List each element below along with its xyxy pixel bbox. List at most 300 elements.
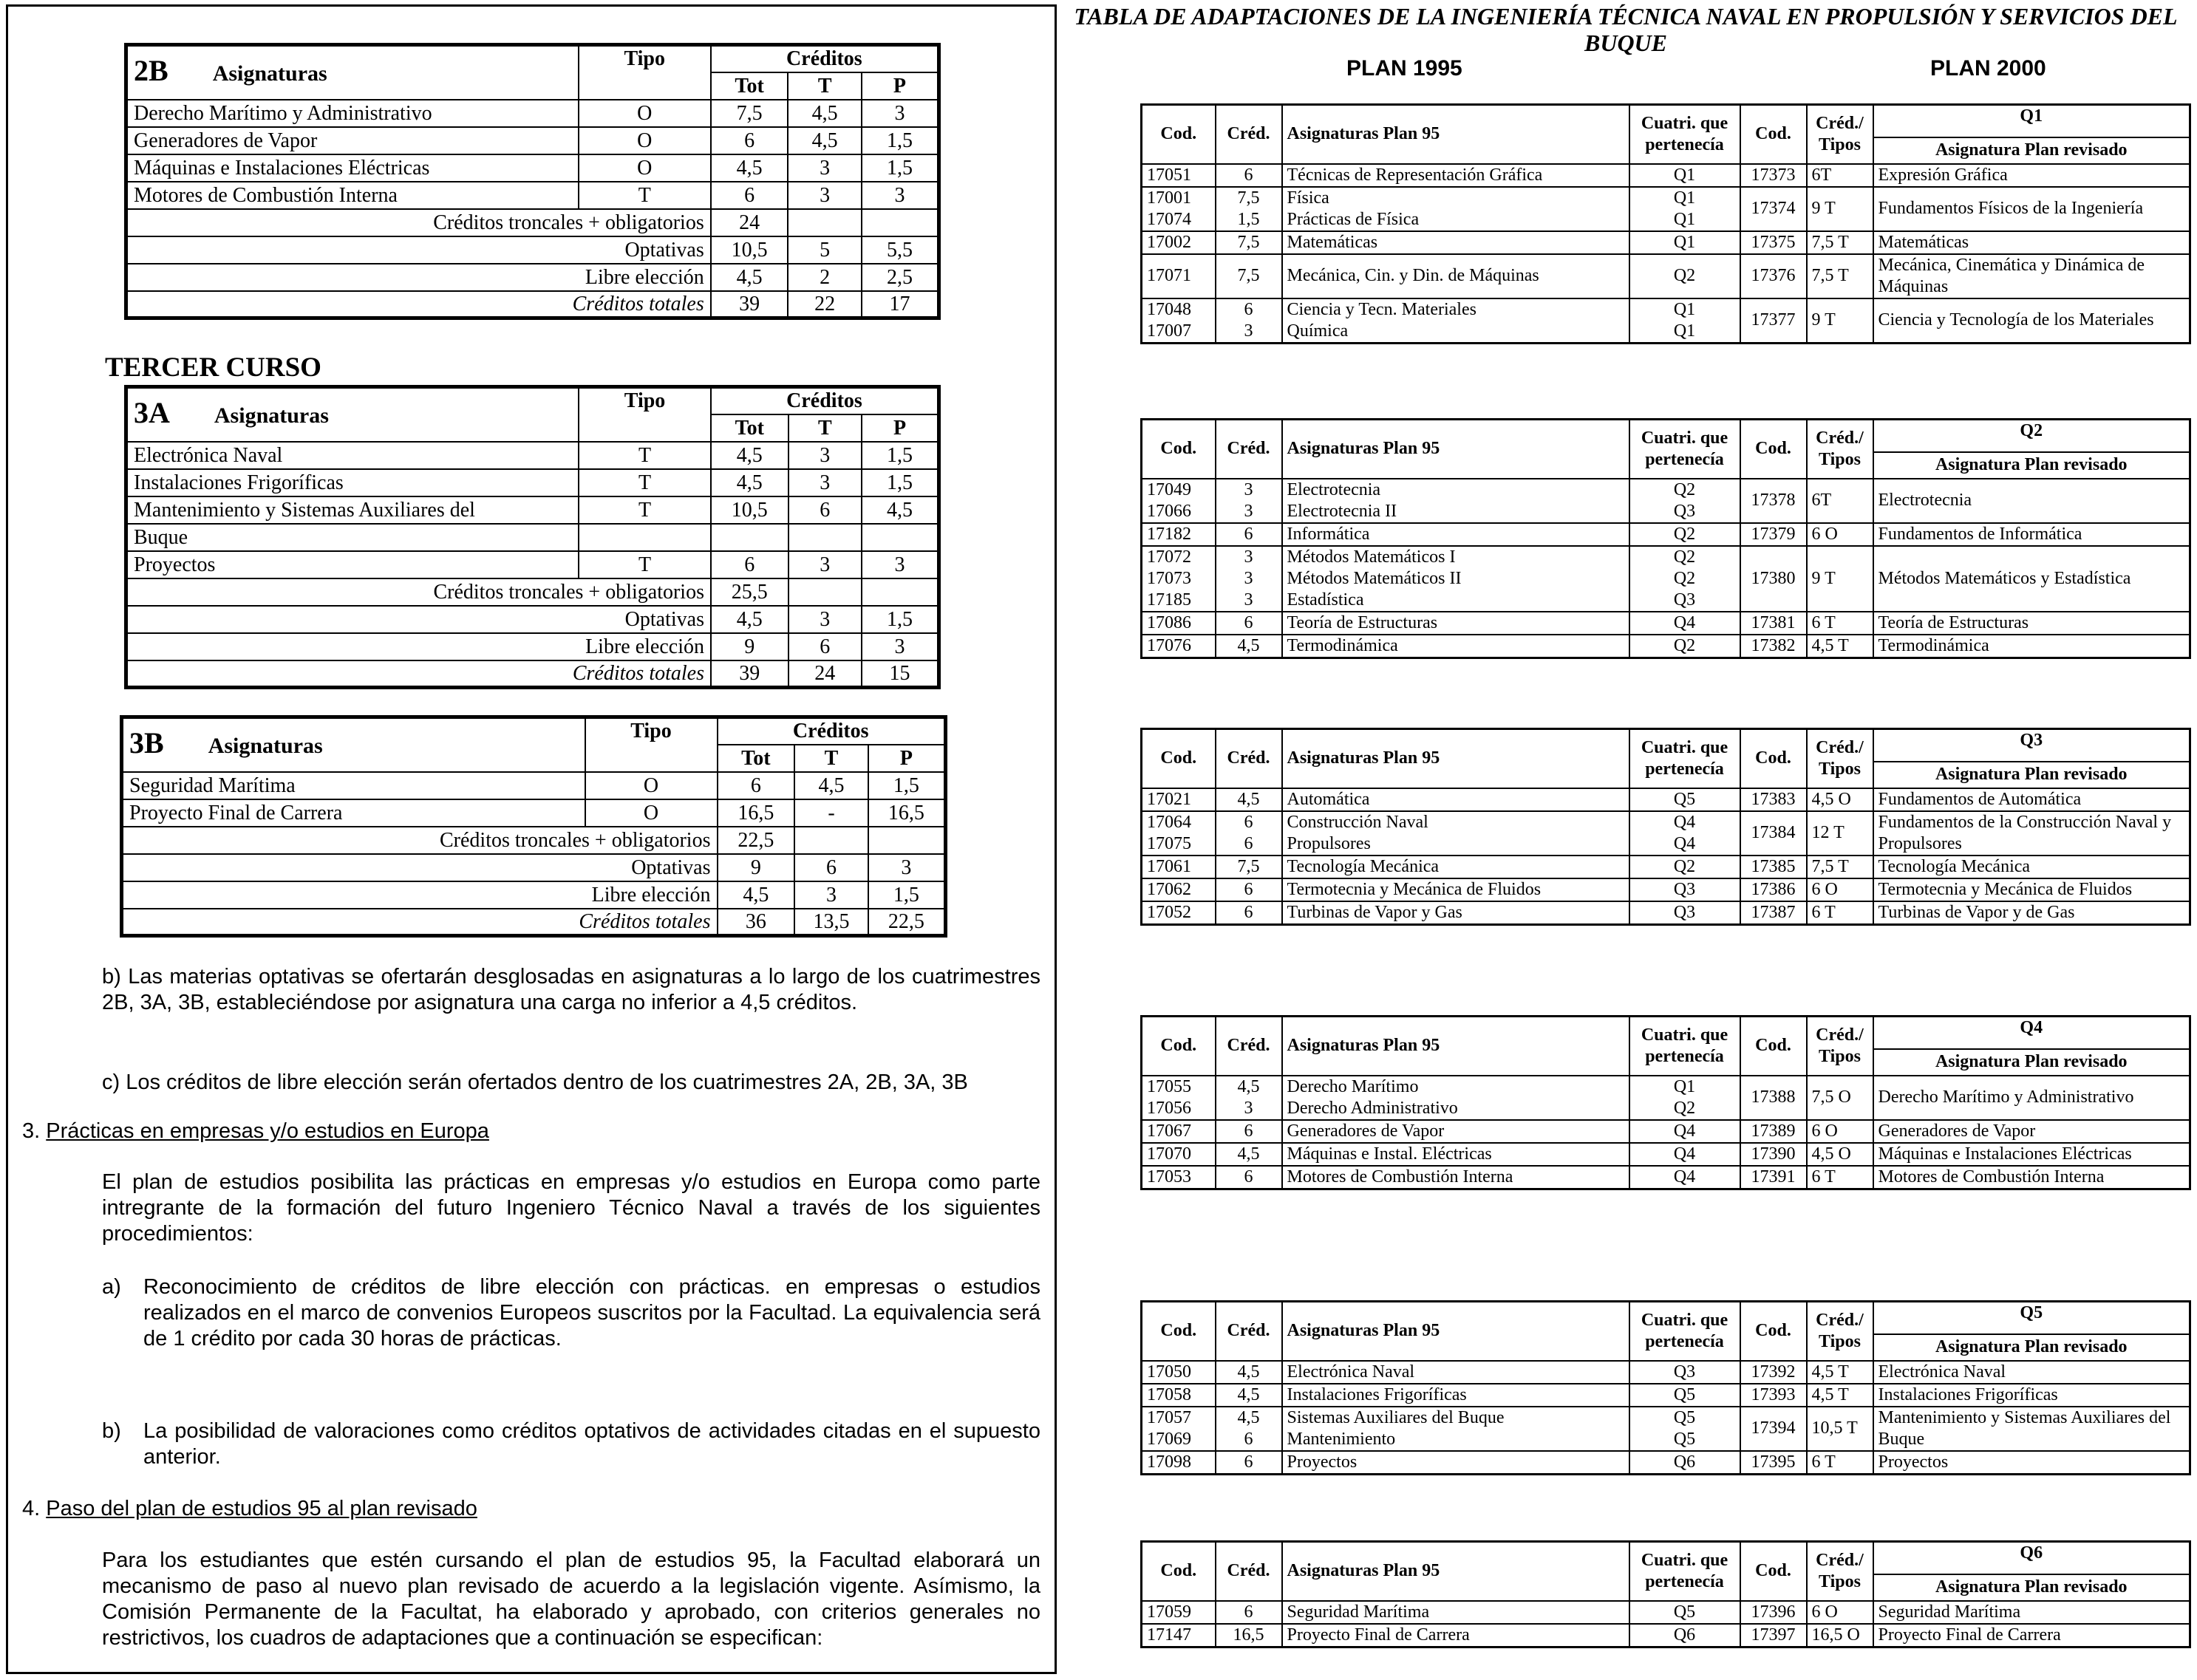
old-term-line: Q2 [1673,568,1696,588]
old-code [1142,856,1216,878]
credits-theory: 22 [788,291,862,318]
new-subject: Mecánica, Cinemática y Dinámica de Máquinas [1873,254,2190,298]
credits-total: 6 [711,127,788,154]
old-subject-line: Estadística [1287,590,1364,609]
subject-name: Buque [126,524,579,551]
old-term [1629,1601,1740,1624]
old-subject-line: Electrotecnia [1287,479,1381,499]
credits-total: 10,5 [711,496,788,524]
old-term-line: Q5 [1673,1602,1696,1622]
old-credits [1216,1407,1282,1451]
old-code [1142,1076,1216,1120]
summary-row [122,827,946,854]
summary-row [126,633,939,660]
old-code-line: 17002 [1147,232,1191,252]
new-subject: Instalaciones Frigoríficas [1873,1384,2190,1407]
old-subject-line: Automática [1287,789,1370,809]
old-term [1629,1166,1740,1189]
credits-total: 16,5 [718,799,795,827]
libre-eleccion-paragraph: c) Los créditos de libre elección serán ofertados dentro de los cuatrimestres 2A, 2B, 3A, 3B [102,1071,968,1094]
credits-theory [788,209,862,236]
new-code: 17379 [1740,523,1807,546]
header-row [1142,420,2190,452]
new-code: 17376 [1740,254,1807,298]
table-row [1142,1361,2190,1384]
section-title: Prácticas en empresas y/o estudios en Europa [46,1119,489,1143]
old-credits-line: 3 [1244,1098,1253,1118]
new-credits-type: 7,5 T [1807,856,1873,878]
table-row [122,799,946,827]
old-credits-line: 6 [1244,902,1253,922]
cuatrimestre-label: Q4 [1873,1017,2190,1049]
subject-name: Derecho Marítimo y Administrativo [126,100,579,127]
header-credtipos: Créd./ Tipos [1807,420,1873,479]
old-subject [1282,811,1629,856]
new-code: 17396 [1740,1601,1807,1624]
table-row [126,100,939,127]
old-credits-line: 6 [1244,833,1253,853]
header-row [1142,729,2190,762]
credits-practice: 22,5 [868,909,946,936]
old-credits-line: 6 [1244,299,1253,319]
old-subject [1282,523,1629,546]
old-code-line: 17057 [1147,1407,1191,1427]
old-credits [1216,479,1282,523]
section-4-heading [22,1496,477,1522]
old-credits [1216,1624,1282,1647]
old-credits [1216,1166,1282,1189]
old-term [1629,1120,1740,1143]
header-cod: Cod. [1142,729,1216,788]
old-term-line: Q1 [1673,188,1696,208]
old-term [1629,1143,1740,1166]
old-term [1629,1451,1740,1475]
old-subject-line: Proyecto Final de Carrera [1287,1625,1470,1645]
table-3a [124,385,941,689]
old-code [1142,187,1216,231]
subject-type: T [579,442,711,469]
old-code-line: 17066 [1147,501,1191,521]
cuatrimestre-label: Q1 [1873,105,2190,137]
credits-theory: 6 [788,496,862,524]
t-header: T [788,414,862,442]
subject-type: O [585,799,718,827]
new-code: 17380 [1740,546,1807,612]
table-row [1142,546,2190,612]
new-subject: Métodos Matemáticos y Estadística [1873,546,2190,612]
summary-label: Optativas [126,236,711,264]
old-term [1629,1361,1740,1384]
old-code-line: 17052 [1147,902,1191,922]
old-code-line: 17076 [1147,635,1191,655]
old-credits [1216,635,1282,658]
table-row [126,469,939,496]
summary-row [122,909,946,936]
old-credits [1216,164,1282,187]
new-credits-type: 9 T [1807,546,1873,612]
header-revisado: Asignatura Plan revisado [1873,1574,2190,1601]
old-subject-line: Termotecnia y Mecánica de Fluidos [1287,879,1542,899]
table-row [1142,878,2190,901]
header-cuatri: Cuatri. que pertenecía [1629,729,1740,788]
old-term [1629,298,1740,344]
new-credits-type: 16,5 O [1807,1624,1873,1647]
old-code [1142,479,1216,523]
old-code-line: 17071 [1147,266,1191,285]
credits-practice: 16,5 [868,799,946,827]
subject-name: Generadores de Vapor [126,127,579,154]
old-credits-line: 16,5 [1233,1625,1264,1645]
old-subject [1282,1076,1629,1120]
old-credits [1216,1451,1282,1475]
old-credits [1216,1076,1282,1120]
header-cred: Créd. [1216,420,1282,479]
header-revisado: Asignatura Plan revisado [1873,1334,2190,1361]
new-code: 17397 [1740,1624,1807,1647]
credits-practice: 1,5 [868,772,946,799]
old-subject-line: Teoría de Estructuras [1287,612,1438,632]
old-code [1142,1143,1216,1166]
old-subject [1282,901,1629,925]
old-code [1142,254,1216,298]
new-code: 17374 [1740,187,1807,231]
credits-practice: 1,5 [862,606,939,633]
table-row [1142,1624,2190,1647]
old-term-line: Q4 [1673,1121,1696,1141]
credits-theory: 24 [788,660,862,688]
old-term [1629,788,1740,811]
old-credits [1216,298,1282,344]
header-cod2: Cod. [1740,1302,1807,1361]
table-row [1142,479,2190,523]
credits-total: 6 [718,772,795,799]
old-credits [1216,901,1282,925]
new-credits-type: 6 O [1807,523,1873,546]
header-cod2: Cod. [1740,420,1807,479]
summary-label: Créditos troncales + obligatorios [126,578,711,606]
old-credits-line: 6 [1244,524,1253,544]
old-credits-line: 4,5 [1237,789,1260,809]
old-subject [1282,298,1629,344]
tercer-curso-heading: TERCER CURSO [105,352,321,383]
old-subject-line: Derecho Administrativo [1287,1098,1458,1118]
new-code: 17384 [1740,811,1807,856]
item-a-label: a) [102,1275,121,1299]
section-3-body: El plan de estudios posibilita las prácticas en empresas y/o estudios en Europa como parte intregrante de la formación del futuro Ingeniero Técnico Naval a través de los siguientes procedimientos: [102,1170,1040,1246]
old-term [1629,1624,1740,1647]
old-subject-line: Construcción Naval [1287,812,1428,832]
table-3b [120,715,947,938]
credits-practice: 3 [862,633,939,660]
new-subject: Fundamentos de Informática [1873,523,2190,546]
subject-type: O [579,154,711,182]
table-row [126,127,939,154]
old-code-line: 17061 [1147,856,1191,876]
old-subject-line: Técnicas de Representación Gráfica [1287,165,1543,185]
old-credits-line: 6 [1244,1121,1253,1141]
header-cod: Cod. [1142,1302,1216,1361]
old-subject [1282,878,1629,901]
header-row [1142,105,2190,137]
old-term-line: Q2 [1673,266,1696,285]
header-cred: Créd. [1216,1017,1282,1076]
old-credits [1216,1601,1282,1624]
t-header: T [794,745,868,772]
old-subject [1282,1624,1629,1647]
table-row [1142,523,2190,546]
new-credits-type: 12 T [1807,811,1873,856]
old-subject [1282,164,1629,187]
header-cod2: Cod. [1740,105,1807,164]
new-code: 17395 [1740,1451,1807,1475]
old-code-line: 17021 [1147,789,1191,809]
new-subject: Motores de Combustión Interna [1873,1166,2190,1189]
old-code-line: 17074 [1147,209,1191,229]
old-term-line: Q4 [1673,612,1696,632]
old-subject-line: Propulsores [1287,833,1371,853]
credits-practice [862,209,939,236]
old-term [1629,164,1740,187]
old-subject [1282,612,1629,635]
optativas-paragraph: b) Las materias optativas se ofertarán desglosadas en asignaturas a lo largo de los cuatrimestres 2B, 3A, 3B, estableciéndose por asignatura una carga no inferior a 4,5 créditos. [102,965,1040,1014]
section-number: 4. [22,1497,47,1520]
table-row [126,524,939,551]
credits-total: 4,5 [711,469,788,496]
adaptation-table-q6 [1140,1540,2191,1648]
old-subject-line: Tecnología Mecánica [1287,856,1440,876]
table-row [1142,635,2190,658]
old-credits [1216,187,1282,231]
header-cod: Cod. [1142,105,1216,164]
old-credits-line: 6 [1244,1167,1253,1186]
cuatrimestre-label: Q3 [1873,729,2190,762]
old-code-line: 17182 [1147,524,1191,544]
old-credits-line: 3 [1244,501,1253,521]
old-subject [1282,1143,1629,1166]
new-credits-type: 4,5 T [1807,1384,1873,1407]
old-credits [1216,788,1282,811]
credits-total: 24 [711,209,788,236]
subject-type: O [585,772,718,799]
old-term [1629,523,1740,546]
old-term-line: Q5 [1673,1384,1696,1404]
table-code: 3A [134,396,170,430]
table-row [1142,856,2190,878]
old-subject-line: Informática [1287,524,1370,544]
new-subject: Teoría de Estructuras [1873,612,2190,635]
creditos-header: Créditos [711,45,939,72]
adaptation-table-q3 [1140,728,2191,926]
header-cod: Cod. [1142,420,1216,479]
old-code [1142,1120,1216,1143]
new-credits-type: 6 O [1807,1120,1873,1143]
old-term-line: Q3 [1673,590,1696,609]
credits-practice: 1,5 [862,442,939,469]
new-code: 17385 [1740,856,1807,878]
subject-name: Electrónica Naval [126,442,579,469]
header-asig95: Asignaturas Plan 95 [1282,420,1629,479]
header-revisado: Asignatura Plan revisado [1873,137,2190,164]
old-subject [1282,1166,1629,1189]
cuatrimestre-label: Q6 [1873,1542,2190,1574]
credits-total: 4,5 [711,442,788,469]
new-credits-type: 4,5 T [1807,635,1873,658]
section-number: 3. [22,1119,47,1143]
old-term-line: Q2 [1673,635,1696,655]
item-b-label: b) [102,1419,121,1443]
summary-row [126,606,939,633]
new-subject: Fundamentos de Automática [1873,788,2190,811]
credits-practice: 3 [862,551,939,578]
old-subject-line: Métodos Matemáticos I [1287,547,1456,567]
old-credits-line: 4,5 [1237,635,1260,655]
new-code: 17381 [1740,612,1807,635]
credits-practice [862,524,939,551]
old-code-line: 17056 [1147,1098,1191,1118]
old-code-line: 17067 [1147,1121,1191,1141]
old-code [1142,1601,1216,1624]
table-heading-asignaturas: Asignaturas [212,61,327,86]
new-code: 17393 [1740,1384,1807,1407]
old-term-line: Q5 [1673,1429,1696,1449]
old-subject-line: Generadores de Vapor [1287,1121,1445,1141]
credits-total: 22,5 [718,827,795,854]
old-code-line: 17086 [1147,612,1191,632]
new-subject: Expresión Gráfica [1873,164,2190,187]
header-cred: Créd. [1216,1302,1282,1361]
old-code-line: 17049 [1147,479,1191,499]
summary-row [126,578,939,606]
credits-total: 39 [711,660,788,688]
table-heading-asignaturas: Asignaturas [214,403,329,428]
new-code: 17377 [1740,298,1807,344]
header-asig95: Asignaturas Plan 95 [1282,1302,1629,1361]
summary-label: Créditos troncales + obligatorios [126,209,711,236]
old-code [1142,164,1216,187]
credits-practice: 5,5 [862,236,939,264]
old-credits [1216,612,1282,635]
new-code: 17386 [1740,878,1807,901]
new-subject: Mantenimiento y Sistemas Auxiliares del Buque [1873,1407,2190,1451]
subject-type: T [579,469,711,496]
header-cod: Cod. [1142,1017,1216,1076]
adaptation-table-q4 [1140,1015,2191,1190]
credits-theory: 5 [788,236,862,264]
new-subject: Termotecnia y Mecánica de Fluidos [1873,878,2190,901]
old-subject [1282,788,1629,811]
old-term-line: Q4 [1673,1167,1696,1186]
table-2b [124,43,941,320]
summary-row [126,264,939,291]
old-subject-line: Proyectos [1287,1452,1358,1472]
subject-type: O [579,127,711,154]
adaptation-table-q5 [1140,1300,2191,1475]
new-code: 17392 [1740,1361,1807,1384]
subject-type: O [579,100,711,127]
credits-theory: 3 [788,154,862,182]
subject-name: Seguridad Marítima [122,772,585,799]
new-code: 17375 [1740,231,1807,254]
item-a-text: Reconocimiento de créditos de libre elección con prácticas. en empresas o estudios realizados en el marco de convenios Europeos suscritos por la Facultad. La equivalencia será de 1 crédito por cada 30 horas de prácticas. [143,1275,1040,1351]
new-subject: Turbinas de Vapor y de Gas [1873,901,2190,925]
old-subject [1282,1451,1629,1475]
header-cred: Créd. [1216,729,1282,788]
adaptation-table-q1 [1140,103,2191,344]
old-term-line: Q4 [1673,812,1696,832]
old-subject [1282,546,1629,612]
table-row [1142,811,2190,856]
subject-name: Instalaciones Frigoríficas [126,469,579,496]
old-code-line: 17051 [1147,165,1191,185]
new-subject: Proyecto Final de Carrera [1873,1624,2190,1647]
old-code-line: 17058 [1147,1384,1191,1404]
header-cred: Créd. [1216,1542,1282,1601]
credits-theory: 4,5 [788,127,862,154]
old-code [1142,523,1216,546]
credits-total: 9 [711,633,788,660]
old-code [1142,1624,1216,1647]
old-code-line: 17072 [1147,547,1191,567]
old-term [1629,1384,1740,1407]
credits-total: 10,5 [711,236,788,264]
header-revisado: Asignatura Plan revisado [1873,452,2190,479]
old-subject-line: Turbinas de Vapor y Gas [1287,902,1462,922]
new-subject: Generadores de Vapor [1873,1120,2190,1143]
credits-total: 4,5 [711,264,788,291]
table-row [1142,1384,2190,1407]
new-code: 17387 [1740,901,1807,925]
old-subject [1282,1601,1629,1624]
credits-theory [794,827,868,854]
header-cuatri: Cuatri. que pertenecía [1629,105,1740,164]
new-code: 17388 [1740,1076,1807,1120]
old-term [1629,901,1740,925]
cuatrimestre-label: Q5 [1873,1302,2190,1334]
old-code [1142,231,1216,254]
old-credits-line: 6 [1244,1429,1253,1449]
new-credits-type: 6 T [1807,612,1873,635]
header-credtipos: Créd./ Tipos [1807,105,1873,164]
old-credits-line: 4,5 [1237,1076,1260,1096]
old-term-line: Q3 [1673,1362,1696,1382]
header-cuatri: Cuatri. que pertenecía [1629,1542,1740,1601]
table-row [1142,1120,2190,1143]
old-subject-line: Ciencia y Tecn. Materiales [1287,299,1476,319]
old-credits-line: 6 [1244,165,1253,185]
old-subject [1282,856,1629,878]
old-code-line: 17069 [1147,1429,1191,1449]
old-term [1629,612,1740,635]
credits-theory: 4,5 [788,100,862,127]
old-credits-line: 4,5 [1237,1144,1260,1164]
table-row [126,182,939,209]
new-subject: Electrotecnia [1873,479,2190,523]
old-term [1629,1407,1740,1451]
header-row [1142,1302,2190,1334]
old-credits-line: 7,5 [1237,188,1260,208]
old-subject-line: Física [1287,188,1329,208]
old-subject [1282,1361,1629,1384]
old-credits [1216,1143,1282,1166]
old-code [1142,1451,1216,1475]
header-revisado: Asignatura Plan revisado [1873,762,2190,788]
header-cuatri: Cuatri. que pertenecía [1629,420,1740,479]
header-cod2: Cod. [1740,1542,1807,1601]
old-term-line: Q2 [1673,1098,1696,1118]
old-code [1142,298,1216,344]
old-credits-line: 6 [1244,612,1253,632]
old-code [1142,612,1216,635]
